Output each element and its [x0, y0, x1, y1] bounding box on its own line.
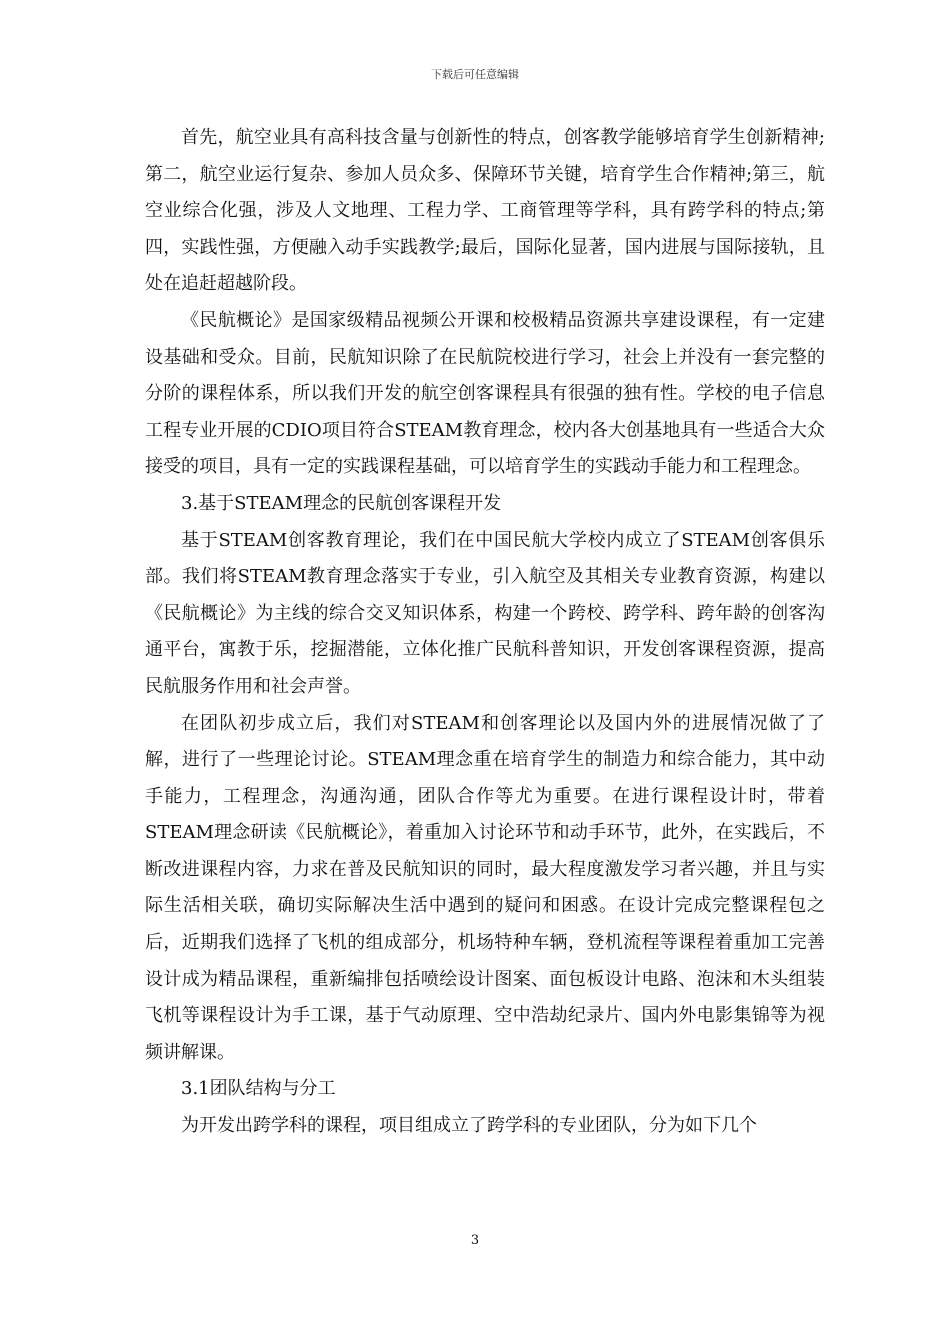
- paragraph-1: 首先，航空业具有高科技含量与创新性的特点，创客教学能够培育学生创新精神;第二，航空业运行复杂、参加人员众多、保障环节关键，培育学生合作精神;第三，航空业综合化强，涉及人文地理、工程力学、工商管理等学科，具有跨学科的特点;第四，实践性强，方便融入动手实践教学;最后，国际化显著，国内进展与国际接轨，且处在追赶超越阶段。: [145, 127, 825, 295]
- paragraph-2: 《民航概论》是国家级精品视频公开课和校极精品资源共享建设课程，有一定建设基础和受众。目前，民航知识除了在民航院校进行学习，社会上并没有一套完整的分阶的课程体系，所以我们开发的航空创客课程具有很强的独有性。学校的电子信息工程专业开展的CDIO项目符合STEAM教育理念，校内各大创基地具有一些适合大众接受的项目，具有一定的实践课程基础，可以培育学生的实践动手能力和工程理念。: [145, 309, 825, 478]
- document-body: [145, 120, 825, 1145]
- header-note: 下载后可任意编辑: [431, 68, 519, 81]
- section-heading-3-1: 3.1团队结构与分工: [181, 1078, 336, 1100]
- section-heading-3: 3.基于STEAM理念的民航创客课程开发: [181, 492, 502, 514]
- page-number: 3: [470, 1233, 480, 1248]
- paragraph-3: 基于STEAM创客教育理论，我们在中国民航大学校内成立了STEAM创客俱乐部。我们将STEAM教育理念落实于专业，引入航空及其相关专业教育资源，构建以《民航概论》为主线的综合交叉知识体系，构建一个跨校、跨学科、跨年龄的创客沟通平台，寓教于乐，挖掘潜能，立体化推广民航科普知识，开发创客课程资源，提高民航服务作用和社会声誉。: [145, 529, 825, 697]
- paragraph-4: 在团队初步成立后，我们对STEAM和创客理论以及国内外的进展情况做了了解，进行了一些理论讨论。STEAM理念重在培育学生的制造力和综合能力，其中动手能力，工程理念，沟通沟通，团队合作等尤为重要。在进行课程设计时，带着STEAM理念研读《民航概论》，着重加入讨论环节和动手环节，此外，在实践后，不断改进课程内容，力求在普及民航知识的同时，最大程度激发学习者兴趣，并且与实际生活相关联，确切实际解决生活中遇到的疑问和困惑。在设计完成完整课程包之后，近期我们选择了飞机的组成部分，机场特种车辆，登机流程等课程着重加工完善设计成为精品课程，重新编排包括喷绘设计图案、面包板设计电路、泡沫和木头组装飞机等课程设计为手工课，基于气动原理、空中浩劫纪录片、国内外电影集锦等为视频讲解课。: [145, 712, 825, 1063]
- paragraph-5: 为开发出跨学科的课程，项目组成立了跨学科的专业团队，分为如下几个: [181, 1115, 757, 1137]
